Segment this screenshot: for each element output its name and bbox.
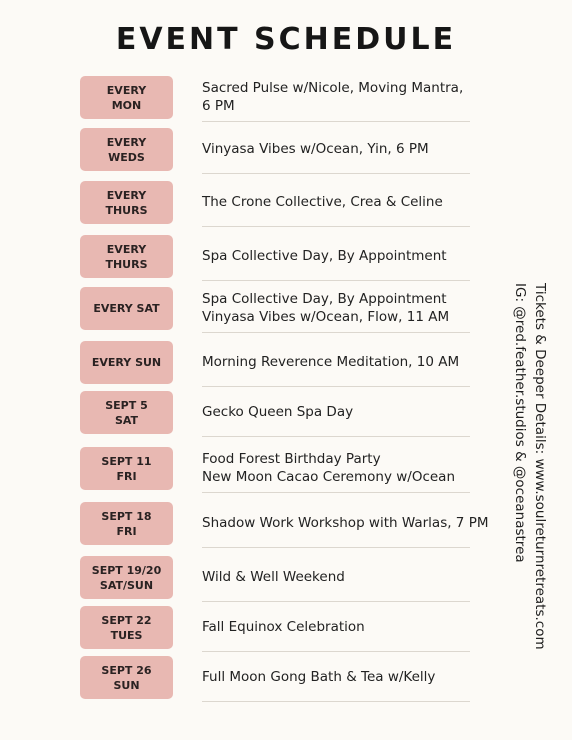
schedule-row (80, 181, 480, 225)
date-badge-line2: SUN (113, 678, 140, 692)
schedule-row (80, 447, 480, 491)
date-badge (80, 128, 173, 171)
date-badge-line2: TUES (110, 628, 143, 642)
date-badge (80, 287, 173, 330)
date-badge (80, 556, 173, 599)
date-badge (80, 181, 173, 224)
date-badge-line1: SEPT 19/20 (91, 563, 162, 577)
row-divider (202, 280, 470, 281)
schedule-row (80, 556, 480, 600)
ticket-info (510, 283, 550, 650)
date-badge (80, 235, 173, 278)
date-badge (80, 341, 173, 384)
schedule-row (80, 606, 480, 650)
event-description (202, 502, 489, 544)
row-divider (202, 651, 470, 652)
event-title-line1: Morning Reverence Meditation, 10 AM (202, 354, 460, 370)
date-badge-line2: THURS (105, 257, 148, 271)
date-badge-line2: FRI (116, 469, 137, 483)
date-badge-line1: SEPT 22 (101, 613, 152, 627)
event-title-line2: Vinyasa Vibes w/Ocean, Flow, 11 AM (202, 309, 450, 325)
event-title-line1: Food Forest Birthday Party (202, 451, 381, 467)
schedule-row (80, 76, 480, 120)
event-title-line1: The Crone Collective, Crea & Celine (202, 194, 443, 210)
row-divider (202, 226, 470, 227)
event-description (202, 128, 472, 170)
event-description (202, 76, 472, 118)
event-description (202, 656, 472, 698)
row-divider (202, 386, 470, 387)
date-badge-line2: SAT/SUN (99, 578, 154, 592)
event-title-line1: Full Moon Gong Bath & Tea w/Kelly (202, 669, 436, 685)
date-badge-line1: EVERY (106, 188, 147, 202)
event-description (202, 556, 472, 598)
date-badge-line1: SEPT 5 (105, 398, 148, 412)
event-description (202, 235, 472, 277)
event-description (202, 181, 472, 223)
date-badge-line1: SEPT 26 (101, 663, 152, 677)
event-description (202, 391, 472, 433)
date-badge (80, 606, 173, 649)
schedule-row (80, 656, 480, 700)
schedule-row (80, 128, 480, 172)
date-badge-line1: SEPT 11 (101, 454, 152, 468)
schedule-row (80, 502, 489, 546)
row-divider (202, 547, 470, 548)
event-title-line1: Spa Collective Day, By Appointment (202, 248, 447, 264)
page-title: EVENT SCHEDULE (115, 22, 457, 57)
event-description (202, 287, 472, 329)
event-title-line1: Vinyasa Vibes w/Ocean, Yin, 6 PM (202, 141, 429, 157)
row-divider (202, 701, 470, 702)
date-badge (80, 502, 173, 545)
date-badge-line1: SEPT 18 (101, 509, 152, 523)
event-title-line1: Sacred Pulse w/Nicole, Moving Mantra, (202, 80, 464, 96)
date-badge-line2: THURS (105, 203, 148, 217)
row-divider (202, 173, 470, 174)
row-divider (202, 332, 470, 333)
event-title-line1: Spa Collective Day, By Appointment (202, 291, 447, 307)
event-description (202, 606, 472, 648)
date-badge-line2: SAT (114, 413, 139, 427)
date-badge-line1: EVERY (106, 135, 147, 149)
date-badge (80, 447, 173, 490)
date-badge (80, 76, 173, 119)
ticket-details-text[interactable]: Tickets & Deeper Details: www.soulreturnretreats.com (532, 283, 548, 650)
instagram-handles-text[interactable]: IG: @red.feather.studios & @oceanastrea (512, 283, 528, 563)
row-divider (202, 492, 470, 493)
row-divider (202, 436, 470, 437)
date-badge-line1: EVERY (106, 242, 147, 256)
date-badge (80, 656, 173, 699)
schedule-row (80, 391, 480, 435)
event-title-line2: 6 PM (202, 98, 235, 114)
date-badge-line2: WEDS (108, 150, 145, 164)
schedule-row (80, 235, 480, 279)
event-title-line1: Fall Equinox Celebration (202, 619, 365, 635)
event-description (202, 447, 472, 489)
date-badge-line2: MON (111, 98, 142, 112)
schedule-row (80, 341, 480, 385)
event-title-line1: Wild & Well Weekend (202, 569, 345, 585)
event-title-line1: Gecko Queen Spa Day (202, 404, 354, 420)
date-badge-line1: EVERY (106, 83, 147, 97)
date-badge-line1: EVERY SUN (91, 356, 162, 369)
event-description (202, 341, 472, 383)
schedule-row (80, 287, 480, 331)
date-badge (80, 391, 173, 434)
event-title-line2: New Moon Cacao Ceremony w/Ocean (202, 469, 456, 485)
event-title-line1: Shadow Work Workshop with Warlas, 7 PM (202, 515, 489, 531)
row-divider (202, 121, 470, 122)
date-badge-line2: FRI (116, 524, 137, 538)
date-badge-line1: EVERY SAT (93, 302, 160, 315)
row-divider (202, 601, 470, 602)
